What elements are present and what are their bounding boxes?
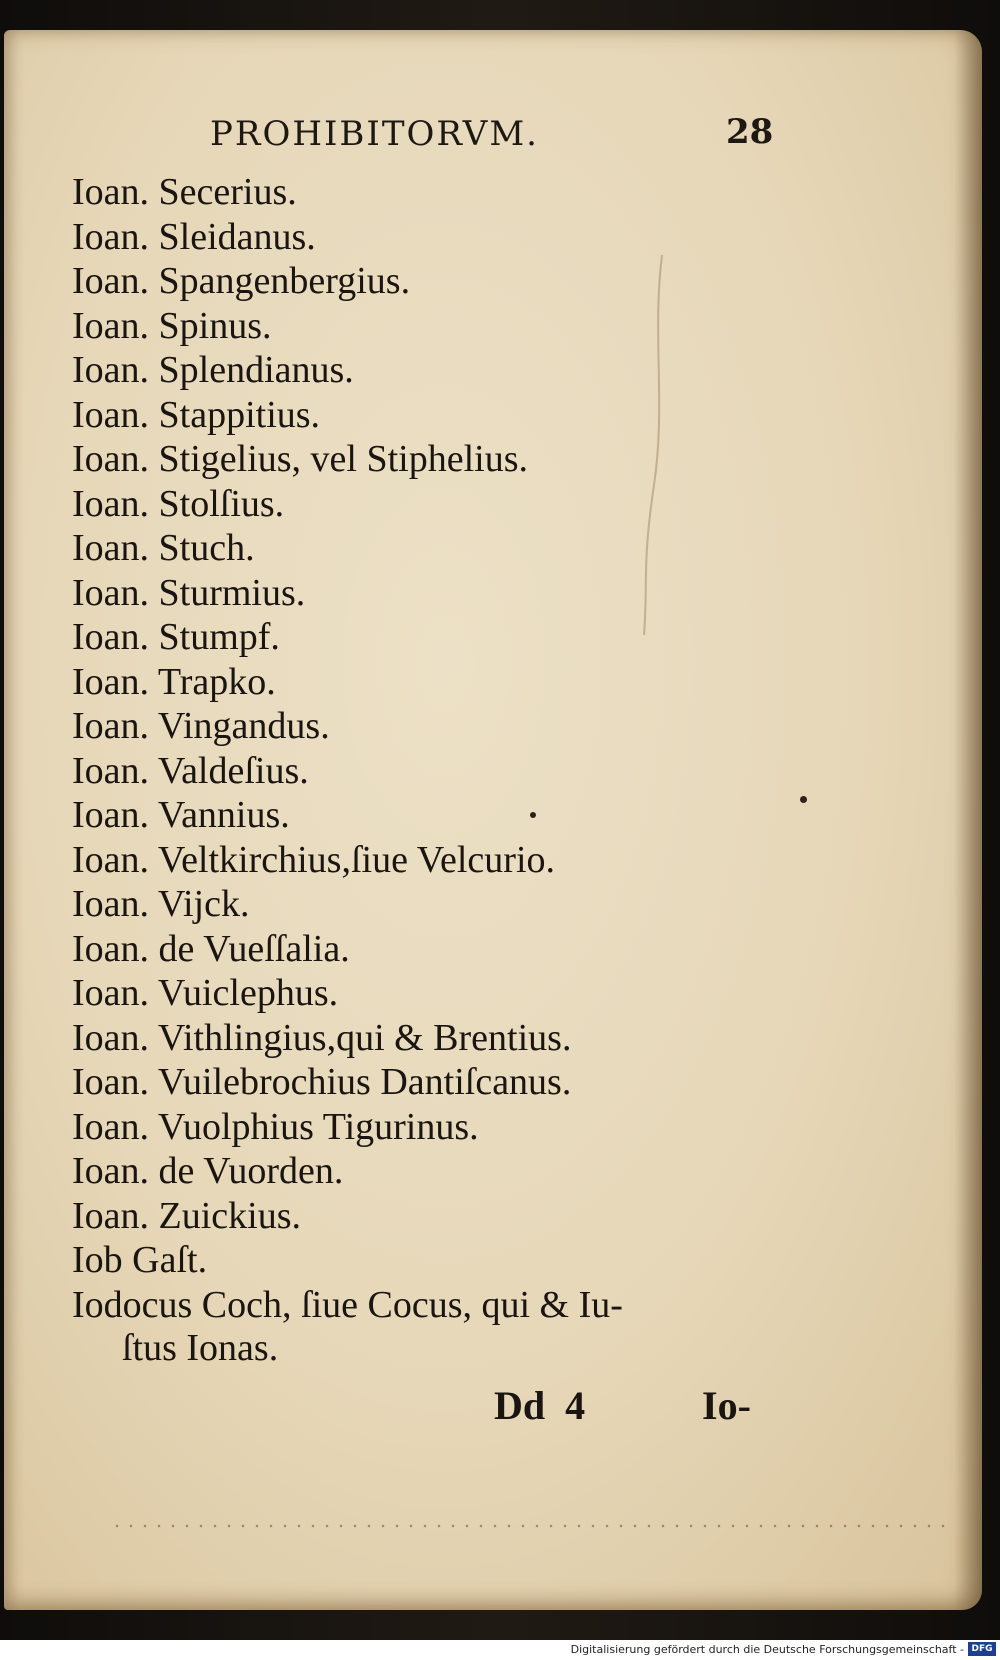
running-head: PROHIBITORVM.: [210, 114, 539, 154]
index-entry: Iob Gaſt.: [72, 1239, 208, 1281]
index-entry: Ioan. Vuilebrochius Dantiſcanus.: [72, 1061, 572, 1103]
ink-fleck: [800, 796, 807, 803]
index-entry: Ioan. Valdeſius.: [72, 749, 309, 792]
index-entry: Ioan. Vuolphius Tigurinus.: [72, 1105, 479, 1148]
index-entry: Ioan. de Vuorden.: [72, 1150, 344, 1192]
index-entry: Ioan. Splendianus.: [72, 349, 354, 391]
index-entry: Ioan. Stumpf.: [72, 616, 280, 658]
index-entry: Ioan. Secerius.: [72, 171, 297, 213]
index-entry: Ioan. Veltkirchius,ſiue Velcurio.: [72, 838, 555, 881]
index-entry: Ioan. Sleidanus.: [72, 215, 316, 258]
index-entry: Ioan. Vijck.: [72, 883, 250, 925]
index-entry: Ioan. Trapko.: [72, 660, 276, 703]
index-entry: Ioan. Stolſius.: [72, 482, 285, 525]
index-entry: Ioan. Zuickius.: [72, 1194, 302, 1237]
index-entry: Ioan. Stappitius.: [72, 393, 321, 436]
signature-mark: Dd 4: [494, 1383, 586, 1428]
index-entry: Ioan. Spangenbergius.: [72, 260, 411, 302]
index-entry: Iodocus Coch, ſiue Cocus, qui & Iu-: [72, 1283, 623, 1326]
funding-credit: Digitalisierung gefördert durch die Deutsche Forschungsgemeinschaft -: [570, 1643, 964, 1656]
index-entry: Ioan. Spinus.: [72, 304, 272, 347]
ink-dot: [530, 812, 536, 818]
index-entry-list: [72, 170, 772, 1369]
index-entry: Ioan. Sturmius.: [72, 571, 306, 614]
index-entry: Ioan. de Vueſſalia.: [72, 927, 350, 970]
index-entry: Ioan. Stuch.: [72, 527, 255, 569]
index-entry: Ioan. Stigelius, vel Stiphelius.: [72, 438, 528, 480]
index-entry-continuation: ſtus Ionas.: [122, 1327, 279, 1369]
index-entry: Ioan. Vithlingius,qui & Brentius.: [72, 1016, 572, 1059]
index-entry: Ioan. Vuiclephus.: [72, 972, 339, 1014]
index-entry: Ioan. Vannius.: [72, 794, 290, 836]
page-edge-shadow: [954, 30, 982, 1610]
index-entry: Ioan. Vingandus.: [72, 705, 330, 747]
catchword: Io-: [702, 1383, 751, 1428]
dfg-logo-icon: DFG: [968, 1642, 996, 1656]
page-number: 28: [726, 112, 774, 152]
page-bottom-edge-marks: [110, 1524, 950, 1528]
